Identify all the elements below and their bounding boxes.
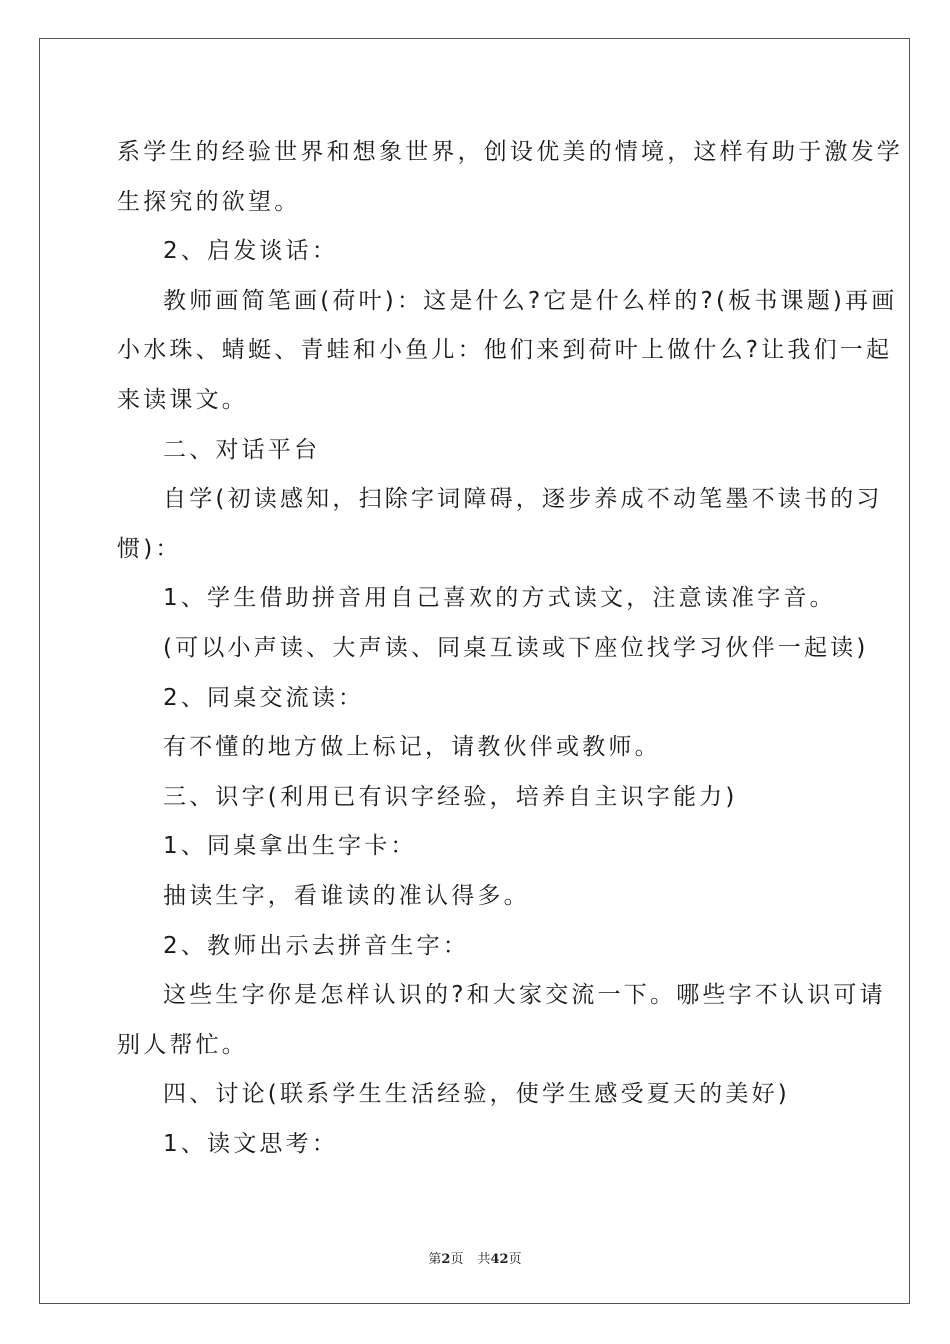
page-total: 共42页 [477,1252,522,1267]
document-body [117,128,903,1169]
text-line: 1、学生借助拼音用自己喜欢的方式读文，注意读准字音。 [163,585,836,612]
text-line: 生探究的欲望。 [117,188,301,215]
text-line: 2、教师出示去拼音生字： [163,932,470,959]
text-line: 惯)： [117,535,182,562]
page-footer [0,1248,950,1267]
text-line: 来读课文。 [117,386,248,413]
text-line: 抽读生字，看谁读的准认得多。 [163,882,530,909]
page-number: 第2页 [428,1252,464,1267]
text-line: 四、讨论(联系学生生活经验，使学生感受夏天的美好) [163,1081,790,1108]
text-line: 有不懂的地方做上标记，请教伙伴或教师。 [163,734,661,761]
text-line: 1、读文思考： [163,1130,339,1157]
text-line: 这些生字你是怎样认识的?和大家交流一下。哪些字不认识可请 [163,982,886,1009]
text-line: 自学(初读感知，扫除字词障碍，逐步养成不动笔墨不读书的习 [163,486,883,513]
text-line: 三、识字(利用已有识字经验，培养自主识字能力) [163,783,738,810]
text-line: 1、同桌拿出生字卡： [163,833,417,860]
text-line: 别人帮忙。 [117,1031,248,1058]
text-line: 小水珠、蜻蜓、青蛙和小鱼儿：他们来到荷叶上做什么?让我们一起 [117,337,893,364]
text-line: 2、同桌交流读： [163,684,365,711]
text-line: 系学生的经验世界和想象世界，创设优美的情境，这样有助于激发学 [117,139,903,165]
text-line: 教师画简笔画(荷叶)：这是什么?它是什么样的?(板书课题)再画 [163,287,898,314]
text-line: 2、启发谈话： [163,238,339,265]
text-line: (可以小声读、大声读、同桌互读或下座位找学习伙伴一起读) [163,634,869,661]
text-line: 二、对话平台 [163,436,321,463]
